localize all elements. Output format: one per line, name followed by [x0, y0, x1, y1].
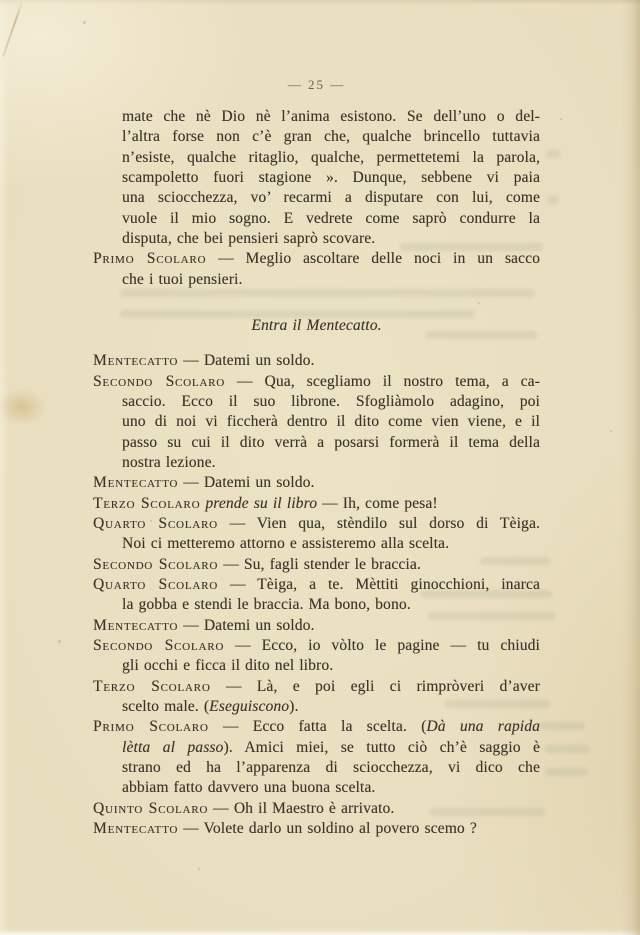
foxing-speck: [560, 118, 562, 120]
continuation-line: [93, 229, 540, 249]
foxing-speck: [83, 21, 86, 24]
continuation-line: [93, 758, 540, 778]
dialogue-text: nostra lezione.: [122, 453, 216, 471]
dialogue-line: [93, 494, 540, 514]
dialogue-line: [93, 819, 540, 839]
continuation-line: [93, 412, 540, 432]
foxing-speck: [58, 640, 61, 643]
dialogue-text: — Qua, scegliamo il nostro tema, a ca-: [225, 372, 540, 390]
bleed-through-mark: [545, 768, 588, 776]
dialogue-text: l’altra forse non c’è gran che, qualche brincello tuttavia: [122, 128, 540, 146]
speaker-name: Secondo Scolaro: [93, 636, 225, 654]
dialogue-line: [93, 473, 540, 493]
dialogue-text: — Oh il Maestro è arrivato.: [208, 799, 395, 817]
dialogue-text: disputa, che bei pensieri saprò scovare.: [122, 229, 376, 247]
speaker-name: Primo Scolaro: [93, 718, 209, 736]
speaker-name: Primo Scolaro: [93, 250, 207, 268]
dialogue-text: ). Amici miei, se tutto ciò ch’è saggio è: [223, 738, 540, 756]
dialogue-line: [93, 677, 540, 697]
continuation-line: [93, 738, 540, 758]
dialogue-text: passo su cui il dito verrà a posarsi formerà il tema della: [122, 433, 540, 451]
dialogue-text: — Meglio ascoltare delle noci in un sacco: [206, 250, 541, 268]
stage-direction-line: [93, 316, 540, 336]
dialogue-text: gli occhi e ficca il dito nel libro.: [122, 657, 334, 675]
speaker-name: Mentecatto: [93, 474, 179, 492]
dialogue-text: scelto male. (: [122, 697, 210, 715]
stage-direction-text: prende su il libro: [200, 494, 323, 512]
continuation-line: [93, 127, 540, 147]
dialogue-line: [93, 372, 540, 392]
dialogue-text: — Là, e poi egli ci rimpròveri d’aver: [210, 677, 540, 695]
dialogue-text: — Vien qua, stèndilo sul dorso di Tèiga.: [217, 514, 540, 532]
dialogue-text: n’esiste, qualche ritaglio, qualche, permettetemi la parola,: [122, 148, 540, 166]
speaker-name: Secondo Scolaro: [93, 555, 219, 573]
dialogue-line: [93, 351, 540, 371]
continuation-line: [93, 392, 540, 412]
dialogue-line: [93, 555, 540, 575]
stage-direction-text: Eseguiscono: [209, 697, 290, 715]
dialogue-text: una sciocchezza, vo’ recarmi a disputare con lui, come: [122, 189, 540, 207]
continuation-line: [93, 595, 540, 615]
page-number: — 25 —: [287, 77, 346, 92]
dialogue-text: mate che nè Dio nè l’anima esistono. Se dell’uno o del-: [122, 108, 540, 125]
speaker-name: Terzo Scolaro: [93, 677, 211, 695]
dialogue-text: vuole il mio sogno. E vedrete come saprò condurre la: [122, 209, 540, 227]
dialogue-text: — Ecco, io vòlto le pagine — tu chiudi: [224, 636, 541, 654]
dialogue-text: scampoletto fuori stagione ». Dunque, sebbene vi paia: [122, 168, 540, 186]
speaker-name: Terzo Scolaro: [93, 494, 201, 512]
continuation-line: [93, 270, 540, 290]
dialogue-line: [93, 575, 540, 595]
stage-direction-text: lètta al passo: [122, 738, 224, 756]
dialogue-text: saccio. Ecco il suo librone. Sfogliàmolo adagino, poi: [122, 392, 540, 410]
dialogue-text: ).: [289, 697, 299, 715]
dialogue-text: uno di noi vi ficcherà dentro il dito come vien viene, e il: [122, 413, 540, 431]
speaker-name: Mentecatto: [93, 819, 179, 837]
continuation-line: [93, 188, 540, 208]
continuation-line: [93, 656, 540, 676]
foxing-speck: [610, 430, 612, 432]
stage-direction-text: Entra il Mentecatto.: [251, 316, 382, 334]
stage-direction-text: Dà una rapida: [426, 718, 541, 736]
dialogue-text: — Volete darlo un soldino al povero scemo ?: [178, 819, 477, 837]
speaker-name: Mentecatto: [93, 616, 179, 634]
continuation-line: [93, 148, 540, 168]
speaker-name: Quinto Scolaro: [93, 799, 209, 817]
dialogue-text: che i tuoi pensieri.: [122, 270, 243, 288]
bleed-through-mark: [540, 722, 585, 730]
dialogue-text: — Datemi un soldo.: [178, 352, 315, 370]
dialogue-text: Noi ci metteremo attorno e assisteremo alla scelta.: [122, 535, 450, 553]
dialogue-text: — Tèiga, a te. Mèttiti ginocchioni, inarca: [218, 575, 540, 593]
dialogue-line: [93, 717, 540, 737]
dialogue-text: abbiam fatto davvero una buona scelta.: [122, 779, 376, 797]
dialogue-line: [93, 636, 540, 656]
bleed-through-mark: [545, 745, 590, 753]
text-block: [93, 107, 540, 839]
dialogue-text: — Datemi un soldo.: [178, 474, 315, 492]
speaker-name: Quarto Scolaro: [93, 575, 218, 593]
foxing-speck: [198, 868, 200, 870]
continuation-line: [93, 168, 540, 188]
continuation-line: [93, 778, 540, 798]
dialogue-line: [93, 249, 540, 269]
speaker-name: Quarto Scolaro: [93, 514, 218, 532]
dialogue-line: [93, 799, 540, 819]
continuation-line: [93, 107, 540, 127]
continuation-line: [93, 433, 540, 453]
dialogue-line: [93, 514, 540, 534]
paper-crease: [3, 1, 23, 56]
continuation-line: [93, 453, 540, 473]
continuation-line: [93, 209, 540, 229]
dialogue-text: — Ecco fatta la scelta. (: [208, 718, 427, 736]
bleed-through-mark: [546, 150, 560, 158]
dialogue-text: strano ed ha l’apparenza di sciocchezza, vi dico che: [122, 758, 540, 776]
dialogue-text: la gobba e stendi le braccia. Ma bono, bono.: [122, 596, 411, 614]
speaker-name: Secondo Scolaro: [93, 372, 226, 390]
dialogue-text: — Ih, come pesa!: [322, 494, 438, 512]
speaker-name: Mentecatto: [93, 352, 179, 370]
continuation-line: [93, 534, 540, 554]
dialogue-text: — Su, fagli stender le braccia.: [218, 555, 421, 573]
bleed-through-mark: [547, 196, 559, 204]
continuation-line: [93, 697, 540, 717]
dialogue-text: — Datemi un soldo.: [178, 616, 315, 634]
dialogue-line: [93, 616, 540, 636]
